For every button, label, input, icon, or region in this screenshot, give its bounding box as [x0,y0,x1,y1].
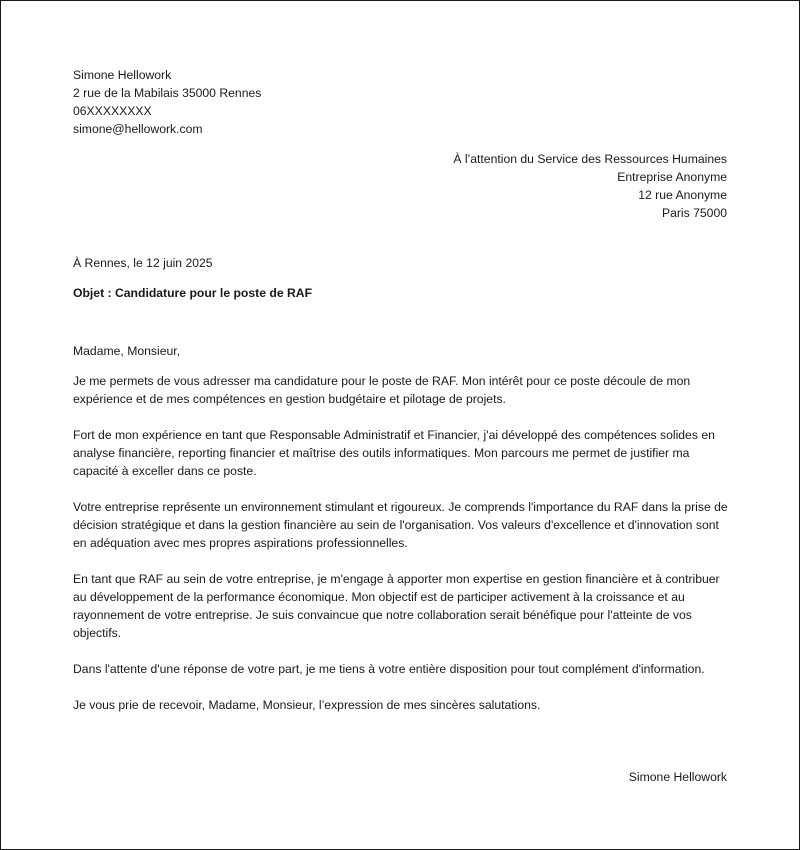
sender-email: simone@hellowork.com [73,122,203,136]
signature: Simone Hellowork [628,770,727,784]
recipient-city: Paris 75000 [661,206,727,220]
recipient-street: 12 rue Anonyme [638,188,727,202]
sender-block [73,66,261,138]
recipient-company: Entreprise Anonyme [617,170,727,184]
sender-address: 2 rue de la Mabilais 35000 Rennes [73,86,262,100]
letter-body [73,342,729,732]
paragraph-experience: Fort de mon expérience en tant que Responsable Administratif et Financier, j'ai développé des compétences solides en analyse financière, reporting financier et maîtrise des outils informatiques. Mon parcours me permet de justifier ma capacité à exceller dans ce poste. [73,428,715,478]
paragraph-company: Votre entreprise représente un environnement stimulant et rigoureux. Je comprends l'importance du RAF dans la prise de décision stratégique et dans la gestion financière au sein de l'organisation. Vos valeurs d'excellence et d'innovation sont en adéquation avec mes propres aspirations professionnelles. [73,500,728,550]
salutation: Madame, Monsieur, [73,344,181,358]
recipient-attention: À l’attention du Service des Ressources Humaines [453,152,727,166]
paragraph-commitment: En tant que RAF au sein de votre entreprise, je m'engage à apporter mon expertise en gestion financière et à contribuer au développement de la performance économique. Mon objectif est de participer activement à la croissance et au rayonnement de votre entreprise. Je suis convaincue que notre collaboration serait bénéfique pour l'atteinte de vos objectifs. [73,572,720,640]
recipient-block [453,150,727,222]
sender-phone: 06XXXXXXXX [73,104,152,118]
paragraph-intro: Je me permets de vous adresser ma candidature pour le poste de RAF. Mon intérêt pour ce poste découle de mon expérience et de mes compétences en gestion budgétaire et pilotage de projets. [73,374,691,406]
sender-name: Simone Hellowork [73,68,172,82]
date-line: À Rennes, le 12 juin 2025 [73,256,213,270]
subject-line: Objet : Candidature pour le poste de RAF [73,286,313,300]
paragraph-closing: Je vous prie de recevoir, Madame, Monsieur, l’expression de mes sincères salutations. [73,698,541,712]
paragraph-availability: Dans l'attente d'une réponse de votre part, je me tiens à votre entière disposition pour tout complément d'information. [73,662,705,676]
